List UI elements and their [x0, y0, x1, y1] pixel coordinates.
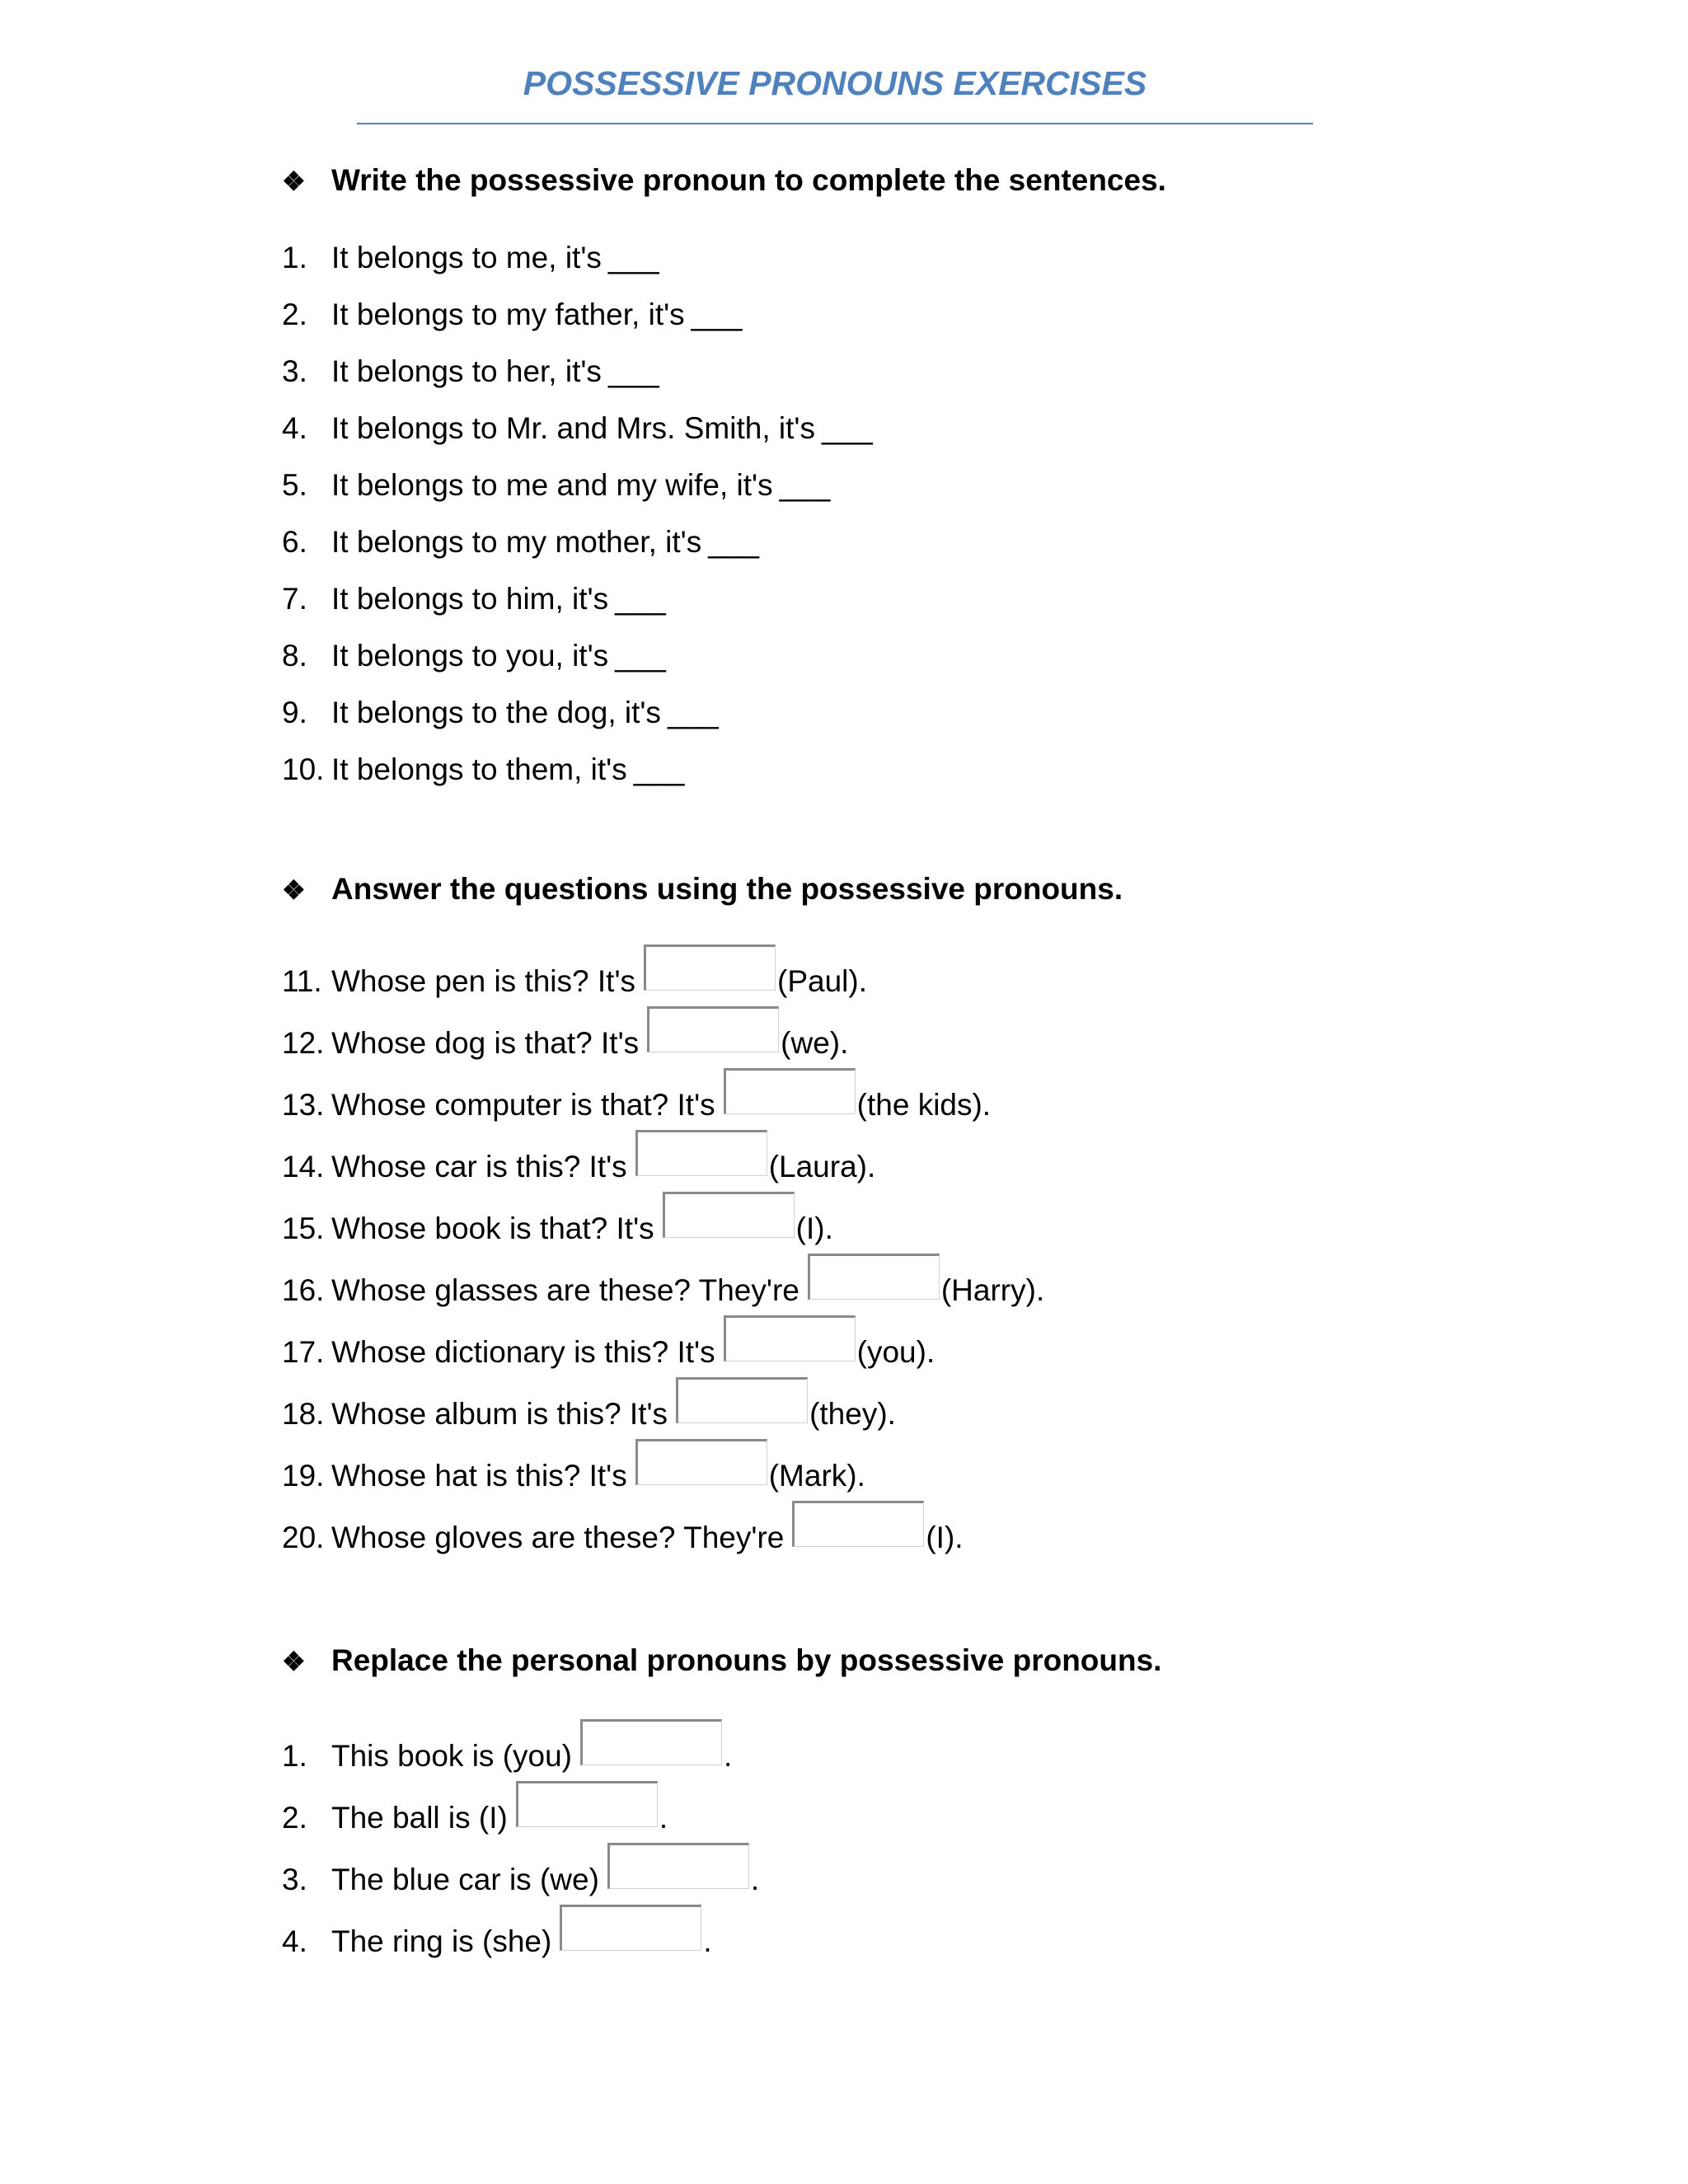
- list-item: [282, 1844, 759, 1897]
- item-number: 4.: [282, 1924, 307, 1958]
- list-item: [282, 1441, 865, 1493]
- list-item: [282, 1317, 935, 1370]
- answer-input[interactable]: [635, 1130, 767, 1176]
- item-text: Whose album is this? It's: [331, 1397, 668, 1431]
- item-text: The blue car is (we): [331, 1863, 599, 1896]
- answer-blank: ___: [633, 752, 685, 786]
- answer-input[interactable]: [676, 1377, 808, 1423]
- item-text: Whose hat is this? It's: [331, 1459, 627, 1493]
- item-text: Whose book is that? It's: [331, 1212, 654, 1245]
- list-item: [282, 1255, 1044, 1308]
- list-item: [282, 468, 830, 503]
- item-hint: (you).: [856, 1335, 935, 1369]
- item-end: .: [703, 1924, 712, 1958]
- answer-input[interactable]: [644, 944, 776, 991]
- answer-input[interactable]: [607, 1843, 749, 1889]
- list-item: [282, 696, 719, 730]
- list-item: [282, 639, 666, 673]
- answer-input[interactable]: [724, 1068, 856, 1114]
- item-hint: (I).: [795, 1212, 833, 1245]
- item-number: 13.: [282, 1088, 325, 1122]
- answer-blank: ___: [607, 354, 659, 388]
- item-text: Whose glasses are these? They're: [331, 1273, 799, 1307]
- item-text: The ball is (I): [331, 1801, 508, 1835]
- item-text: Whose computer is that? It's: [331, 1088, 715, 1122]
- item-hint: (we).: [781, 1026, 849, 1060]
- item-text: It belongs to Mr. and Mrs. Smith, it's: [331, 411, 815, 445]
- item-text: It belongs to my father, it's: [331, 298, 685, 331]
- list-item: [282, 1502, 964, 1555]
- section-2-heading-text: Answer the questions using the possessive pronouns.: [331, 872, 1123, 906]
- list-item: [282, 946, 867, 999]
- item-end: .: [724, 1739, 733, 1773]
- list-item: [282, 752, 684, 787]
- section-3-heading-text: Replace the personal pronouns by possessive pronouns.: [331, 1643, 1162, 1677]
- item-number: 20.: [282, 1521, 325, 1554]
- section-1-heading: [282, 163, 1166, 198]
- item-number: 2.: [282, 1801, 307, 1835]
- item-number: 10.: [282, 752, 325, 786]
- answer-blank: ___: [691, 298, 743, 331]
- answer-blank: ___: [615, 639, 666, 673]
- list-item: [282, 1070, 991, 1122]
- answer-blank: ___: [667, 696, 719, 729]
- diamond-bullet-icon: ❖: [282, 875, 306, 905]
- item-text: Whose gloves are these? They're: [331, 1521, 785, 1554]
- item-end: .: [750, 1863, 760, 1896]
- page-title: POSSESSIVE PRONOUNS EXERCISES: [523, 64, 1147, 102]
- item-number: 8.: [282, 639, 307, 673]
- item-hint: (Mark).: [768, 1459, 865, 1493]
- answer-input[interactable]: [635, 1439, 767, 1485]
- list-item: [282, 1906, 712, 1959]
- answer-input[interactable]: [724, 1315, 856, 1361]
- item-number: 6.: [282, 525, 307, 559]
- item-number: 17.: [282, 1335, 325, 1369]
- list-item: [282, 1783, 668, 1835]
- item-number: 12.: [282, 1026, 325, 1060]
- item-number: 16.: [282, 1273, 325, 1307]
- section-1-heading-text: Write the possessive pronoun to complete the sentences.: [331, 163, 1166, 197]
- answer-blank: ___: [779, 468, 831, 502]
- list-item: [282, 1132, 875, 1184]
- diamond-bullet-icon: ❖: [282, 1647, 306, 1676]
- item-hint: (the kids).: [856, 1088, 992, 1122]
- item-number: 2.: [282, 298, 307, 331]
- list-item: [282, 525, 759, 560]
- item-text: It belongs to me, it's: [331, 241, 602, 274]
- list-item: [282, 1379, 896, 1432]
- item-text: It belongs to them, it's: [331, 752, 627, 786]
- answer-input[interactable]: [580, 1719, 722, 1765]
- item-text: It belongs to my mother, it's: [331, 525, 702, 559]
- item-end: .: [659, 1801, 668, 1835]
- list-item: [282, 241, 659, 275]
- item-number: 7.: [282, 582, 307, 616]
- list-item: [282, 298, 742, 332]
- answer-blank: ___: [607, 241, 659, 274]
- list-item: [282, 1008, 848, 1061]
- answer-input[interactable]: [792, 1501, 924, 1547]
- list-item: [282, 354, 659, 389]
- list-item: [282, 1721, 732, 1774]
- item-text: Whose car is this? It's: [331, 1150, 627, 1183]
- item-text: It belongs to her, it's: [331, 354, 602, 388]
- section-2-heading: [282, 872, 1123, 907]
- item-text: It belongs to you, it's: [331, 639, 609, 673]
- item-number: 18.: [282, 1397, 325, 1431]
- title-underline: [357, 123, 1313, 124]
- answer-input[interactable]: [516, 1781, 658, 1827]
- item-text: Whose dictionary is this? It's: [331, 1335, 715, 1369]
- answer-input[interactable]: [808, 1254, 940, 1300]
- item-number: 19.: [282, 1459, 325, 1493]
- item-number: 15.: [282, 1212, 325, 1245]
- item-text: This book is (you): [331, 1739, 572, 1773]
- item-text: Whose dog is that? It's: [331, 1026, 640, 1060]
- item-number: 14.: [282, 1150, 325, 1183]
- item-number: 4.: [282, 411, 307, 445]
- item-hint: (Paul).: [777, 964, 867, 998]
- answer-input[interactable]: [663, 1192, 795, 1238]
- item-number: 3.: [282, 354, 307, 388]
- list-item: [282, 411, 873, 446]
- answer-blank: ___: [708, 525, 759, 559]
- item-number: 3.: [282, 1863, 307, 1896]
- answer-input[interactable]: [560, 1905, 701, 1951]
- answer-input[interactable]: [647, 1006, 779, 1052]
- list-item: [282, 1193, 833, 1246]
- item-number: 1.: [282, 1739, 307, 1773]
- item-hint: (I).: [926, 1521, 964, 1554]
- item-number: 5.: [282, 468, 307, 502]
- item-text: The ring is (she): [331, 1924, 552, 1958]
- item-text: It belongs to him, it's: [331, 582, 609, 616]
- item-hint: (they).: [809, 1397, 896, 1431]
- item-hint: (Harry).: [940, 1273, 1045, 1307]
- list-item: [282, 582, 666, 616]
- diamond-bullet-icon: ❖: [282, 166, 306, 196]
- item-hint: (Laura).: [768, 1150, 876, 1183]
- item-number: 9.: [282, 696, 307, 729]
- item-number: 1.: [282, 241, 307, 274]
- section-3-heading: [282, 1643, 1161, 1678]
- answer-blank: ___: [615, 582, 666, 616]
- item-text: It belongs to me and my wife, it's: [331, 468, 773, 502]
- answer-blank: ___: [821, 411, 873, 445]
- item-number: 11.: [282, 964, 322, 998]
- item-text: It belongs to the dog, it's: [331, 696, 661, 729]
- item-text: Whose pen is this? It's: [331, 964, 636, 998]
